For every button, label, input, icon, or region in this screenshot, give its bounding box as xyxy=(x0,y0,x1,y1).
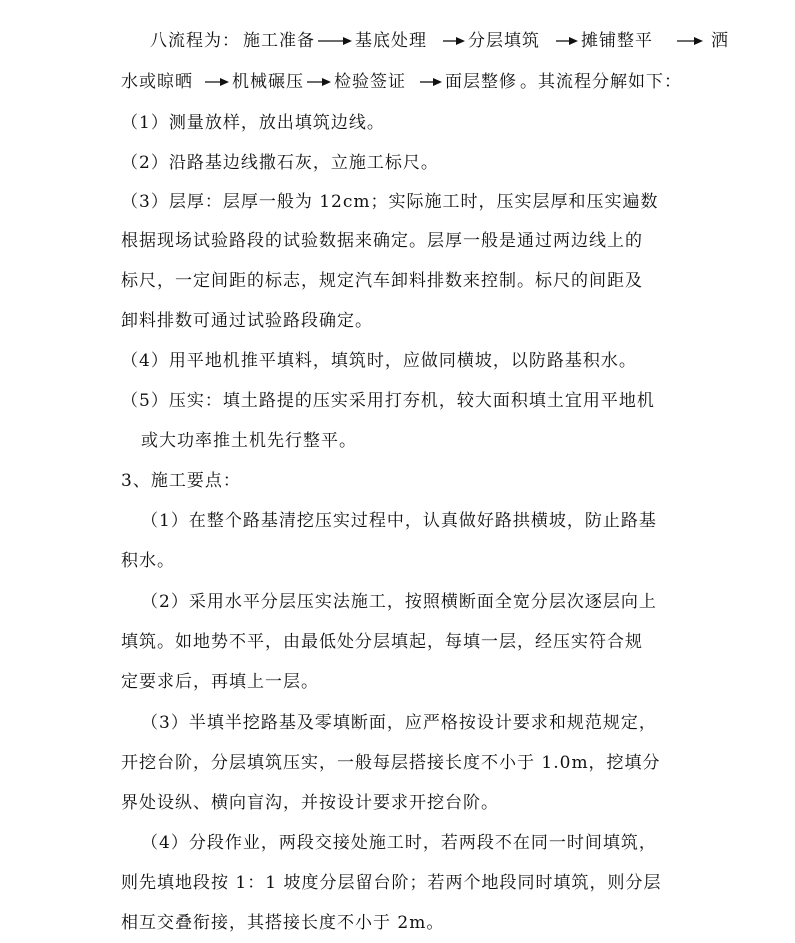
point-1-line: 积水。 xyxy=(121,551,175,571)
flow-line-1 xyxy=(150,30,729,52)
arrow-right-icon xyxy=(677,36,703,46)
point-2-line: （2）采用水平分层压实法施工，按照横断面全宽分层次逐层向上 xyxy=(141,592,657,612)
flow-step: 检验签证 xyxy=(334,72,406,92)
step-3-line: （3）层厚：层厚一般为 12cm；实际施工时，压实层厚和压实遍数 xyxy=(121,192,659,212)
arrow-right-icon xyxy=(318,36,352,46)
point-1-line: （1）在整个路基清挖压实过程中，认真做好路拱横坡，防止路基 xyxy=(141,511,657,531)
point-3-line: （3）半填半挖路基及零填断面，应严格按设计要求和规范规定， xyxy=(141,713,657,733)
step-2: （2）沿路基边线撒石灰，立施工标尺。 xyxy=(121,153,439,173)
step-4: （4）用平地机推平填料，填筑时，应做同横坡，以防路基积水。 xyxy=(121,351,637,371)
section-heading: 3、施工要点： xyxy=(121,471,241,491)
point-4-line: （4）分段作业，两段交接处施工时，若两段不在同一时间填筑， xyxy=(141,833,657,853)
arrow-right-icon xyxy=(307,77,331,87)
flow-step: 机械碾压 xyxy=(232,72,304,92)
flow-step-wrap-start: 洒 xyxy=(711,31,729,51)
point-4-line: 则先填地段按 1：1 坡度分层留台阶；若两个地段同时填筑，则分层 xyxy=(121,873,662,893)
arrow-right-icon xyxy=(420,77,442,87)
step-3-line: 卸料排数可通过试验路段确定。 xyxy=(121,311,373,331)
flow-line-2 xyxy=(121,71,682,93)
intro-prefix: 八流程为： xyxy=(150,31,240,51)
point-4-line: 相互交叠衔接，其搭接长度不小于 2m。 xyxy=(121,913,445,933)
flow-step: 施工准备 xyxy=(243,31,315,51)
step-3-line: 标尺，一定间距的标志，规定汽车卸料排数来控制。标尺的间距及 xyxy=(121,271,643,291)
intro-suffix: 。其流程分解如下： xyxy=(520,72,682,92)
point-3-line: 界处设纵、横向盲沟，并按设计要求开挖台阶。 xyxy=(121,793,499,813)
step-3-line: 根据现场试验路段的试验数据来确定。层厚一般是通过两边线上的 xyxy=(121,231,643,251)
point-2-line: 填筑。如地势不平，由最低处分层填起，每填一层，经压实符合规 xyxy=(121,632,643,652)
flow-step-wrap-end: 水或晾晒 xyxy=(121,72,193,92)
arrow-right-icon xyxy=(443,36,465,46)
flow-step: 分层填筑 xyxy=(468,31,540,51)
step-5-line: （5）压实：填土路提的压实采用打夯机，较大面积填土宜用平地机 xyxy=(121,391,655,411)
step-5-line: 或大功率推土机先行整平。 xyxy=(141,431,357,451)
step-1: （1）测量放样，放出填筑边线。 xyxy=(121,113,385,133)
flow-step: 面层整修 xyxy=(445,72,517,92)
arrow-right-icon xyxy=(556,36,578,46)
point-3-line: 开挖台阶，分层填筑压实，一般每层搭接长度不小于 1.0m，挖填分 xyxy=(121,753,661,773)
flow-step: 摊铺整平 xyxy=(581,31,653,51)
flow-step: 基底处理 xyxy=(355,31,427,51)
arrow-right-icon xyxy=(205,77,229,87)
point-2-line: 定要求后，再填上一层。 xyxy=(121,672,319,692)
